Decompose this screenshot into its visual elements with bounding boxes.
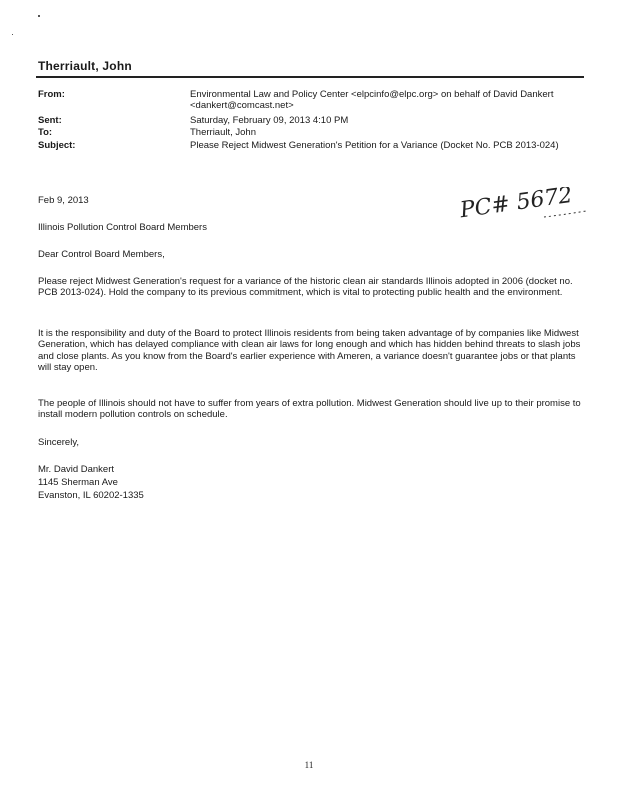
signature-address: 1145 Sherman Ave <box>38 477 118 488</box>
header-divider <box>36 76 584 78</box>
recipient-line: Illinois Pollution Control Board Members <box>38 222 207 233</box>
header-label: Subject: <box>38 140 76 151</box>
header-value: Therriault, John <box>190 127 257 138</box>
signature-name: Mr. David Dankert <box>38 464 115 475</box>
signature-city: Evanston, IL 60202-1335 <box>38 490 144 501</box>
header-value: Saturday, February 09, 2013 4:10 PM <box>190 115 349 126</box>
body-paragraph-1: Please reject Midwest Generation's request for a variance of the historic clean air standards Illinois adopted in 2006 (docket no. PCB 2013-024). Hold the company to its previous commitment, which is vital to protecting public health and the environment. <box>38 276 573 299</box>
header-label: From: <box>38 89 65 100</box>
closing: Sincerely, <box>38 437 80 448</box>
page-number: 11 <box>304 760 314 770</box>
header-value: Environmental Law and Policy Center <elpcinfo@elpc.org> on behalf of David Dankert <dankert@comcast.net> <box>190 89 554 111</box>
body-paragraph-2: It is the responsibility and duty of the Board to protect Illinois residents from being taken advantage of by companies like Midwest Generation, which has delayed compliance with clean air laws for long enough and which has hidden behind threats to slash jobs and close plants. As you know from the Board's earlier experience with Ameren, a variance doesn't guarantee jobs or that plants will stay open. <box>38 328 581 374</box>
header-label: To: <box>38 127 53 138</box>
header-label: Sent: <box>38 115 62 126</box>
handwritten-stamp <box>452 187 592 227</box>
letter-date: Feb 9, 2013 <box>38 195 89 206</box>
body-paragraph-3: The people of Illinois should not have to suffer from years of extra pollution. Midwest Generation should live up to their promise to install modern pollution controls on schedule. <box>38 398 581 421</box>
scan-speck <box>38 15 40 17</box>
header-value: Please Reject Midwest Generation's Petition for a Variance (Docket No. PCB 2013-024) <box>190 140 559 151</box>
handwritten-note: PC# 5672 <box>458 187 574 224</box>
sender-name: Therriault, John <box>38 59 132 73</box>
salutation: Dear Control Board Members, <box>38 249 165 260</box>
scan-speck <box>12 34 13 35</box>
